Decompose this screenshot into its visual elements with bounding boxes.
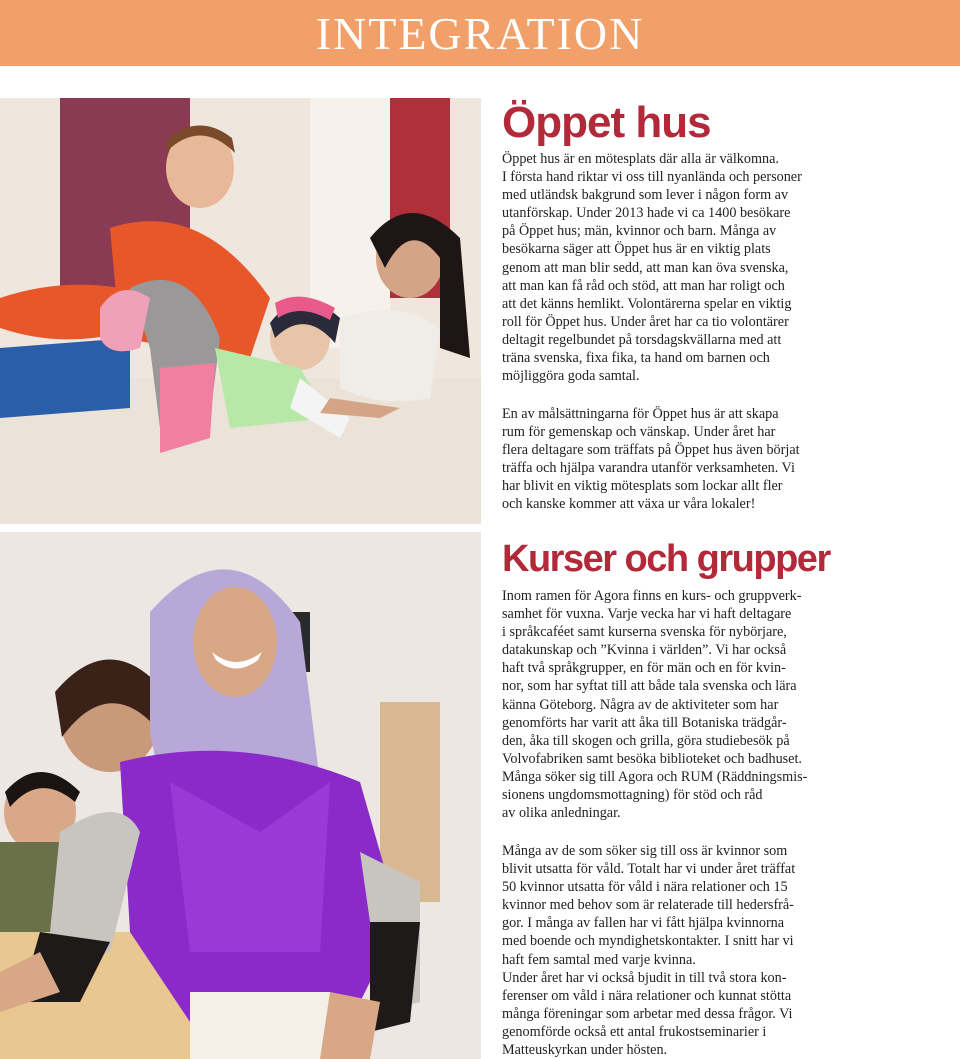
- section-heading-open-house: Öppet hus: [502, 98, 711, 147]
- photo-smiling-woman: [0, 532, 481, 1059]
- open-house-paragraph-1: Öppet hus är en mötesplats där alla är välkomna. I första hand riktar vi oss till nyanlända och personer med utländsk bakgrund som lever i någon form av utanförskap. Under 2013 hade vi ca 1400 besökare på Öppet hus; män, kvinnor och barn. Många av besökarna säger att Öppet hus är en viktig plats genom att man blir sedd, att man kan öva svenska, att man kan få råd och stöd, att man har roligt och att det känns hemlikt. Volontärerna spelar en viktig roll för Öppet hus. Under året har ca tio volontärer deltagit regelbundet på torsdagskvällarna med att träna svenska, fixa fika, ta hand om barnen och möjliggöra goda samtal.: [502, 151, 802, 385]
- section-courses: [502, 536, 852, 582]
- section-heading-courses: Kurser och grupper: [502, 538, 830, 580]
- photo-playing-on-floor: [0, 98, 481, 524]
- courses-paragraph-1: Inom ramen för Agora finns en kurs- och gruppverk- samhet för vuxna. Varje vecka har vi haft deltagare i språkcaféet samt kurserna svenska för nybörjare, datakunskap och ”Kvinna i världen”. Vi har också haft två språkgrupper, en för män och en för kvin- nor, som har syftat till att både tala svenska och lära känna Göteborg. Några av de aktiviteter som har genomförts har varit att åka till Botaniska trädgår- den, åka till skogen och grilla, göra studiebesök på Volvofabriken samt besöka biblioteket och badhuset. Många söker sig till Agora och RUM (Räddningsmis- sionens ungdomsmottagning) för stöd och råd av olika anledningar.: [502, 588, 808, 822]
- section-open-house: [502, 98, 852, 148]
- courses-paragraph-2: Många av de som söker sig till oss är kvinnor som blivit utsatta för våld. Totalt har vi under året träffat 50 kvinnor utsatta för våld i nära relationer och 15 kvinnor med behov som är relaterade till hedersfrå- gor. I många av fallen har vi fått hjälpa kvinnorna med boende och myndighetskontakter. I snitt har vi haft fem samtal med varje kvinna. Under året har vi också bjudit in till två stora kon- ferenser om våld i nära relationer och kunnat stötta många föreningar som arbetar med dessa frågor. Vi genomförde också ett antal frukostseminarier i Matteuskyrkan under hösten.: [502, 843, 796, 1059]
- page-title: INTEGRATION: [315, 8, 645, 59]
- open-house-paragraph-2: En av målsättningarna för Öppet hus är att skapa rum för gemenskap och vänskap. Under året har flera deltagare som träffats på Öppet hus även börjat träffa och hjälpa varandra utanför verksamheten. Vi har blivit en viktig mötesplats som lockar allt fler och kanske kommer att växa ur våra lokaler!: [502, 406, 800, 513]
- header-banner: [0, 0, 960, 66]
